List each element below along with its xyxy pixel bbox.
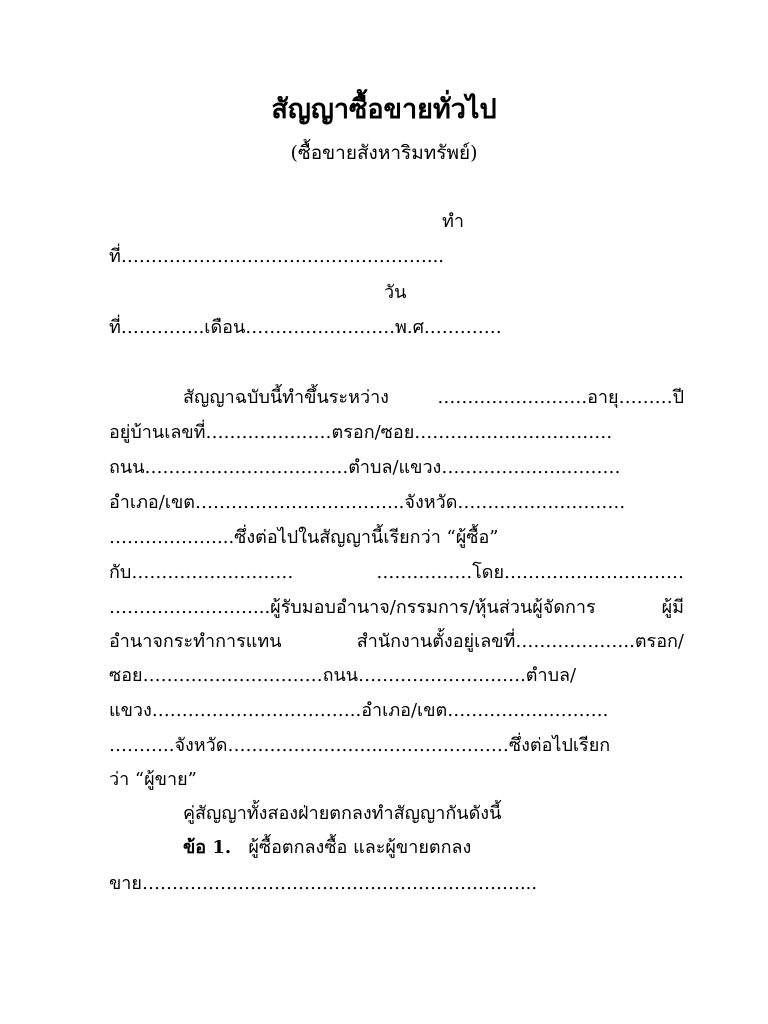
party-line-10: แขวง……………………………..อำเภอ/เขต……………..………. bbox=[109, 700, 609, 721]
party-line-12: ว่า “ผู้ขาย” bbox=[109, 769, 197, 790]
date-label: วัน bbox=[384, 282, 407, 303]
made-at-label: ทำ bbox=[442, 211, 464, 232]
party-line-11: ………..จังหวัด……………………..…………………ซึ่งต่อไปเรียก bbox=[109, 735, 611, 756]
party-line-1: สัญญาฉบับนี้ทำขึ้นระหว่าง …………………….อายุ………ปี bbox=[183, 387, 684, 408]
party-line-9: ซอย…………………………ถนน……………………….ตำบล/ bbox=[109, 665, 577, 686]
made-at-line: ที่……………………………………………... bbox=[109, 246, 445, 267]
document-title: สัญญาซื้อขายทั่วไป bbox=[271, 94, 497, 125]
party-line-3: ถนน…………………………….ตำบล/แขวง…………….…..……… bbox=[109, 457, 621, 478]
date-line: ที่…………..เดือน…………………….พ.ศ.………… bbox=[109, 317, 502, 338]
clause-1-number: ข้อ 1. bbox=[183, 837, 232, 858]
clause-1-text: ผู้ซื้อตกลงซื้อ และผู้ขายตกลง bbox=[248, 837, 472, 858]
party-line-2: อยู่บ้านเลขที่…………………ตรอก/ซอย…………………………… bbox=[109, 422, 613, 443]
party-line-7: ……………………...ผู้รับมอบอำนาจ/กรรมการ/หุ้นส่วนผู้จัดการ ผู้มี bbox=[109, 597, 684, 618]
party-line-5: ………………...ซึ่งต่อไปในสัญญานี้เรียกว่า “ผู้ซื้อ” bbox=[109, 527, 499, 548]
party-line-6: กับ……………………… …………….โดย………………………… bbox=[109, 562, 684, 583]
party-line-8: อำนาจกระทำการแทน สำนักงานตั้งอยู่เลขที่………………..ตรอก/ bbox=[109, 631, 684, 652]
party-line-4: อำเภอ/เขต……………………………..จังหวัด………………………. bbox=[109, 492, 626, 513]
agreement-intro: คู่สัญญาทั้งสองฝ่ายตกลงทำสัญญากันดังนี้ bbox=[183, 803, 502, 824]
clause-1 bbox=[183, 834, 471, 862]
clause-1-continuation: ขาย………………………………………………………... bbox=[109, 873, 538, 894]
document-subtitle: (ซื้อขายสังหาริมทรัพย์) bbox=[290, 142, 478, 164]
